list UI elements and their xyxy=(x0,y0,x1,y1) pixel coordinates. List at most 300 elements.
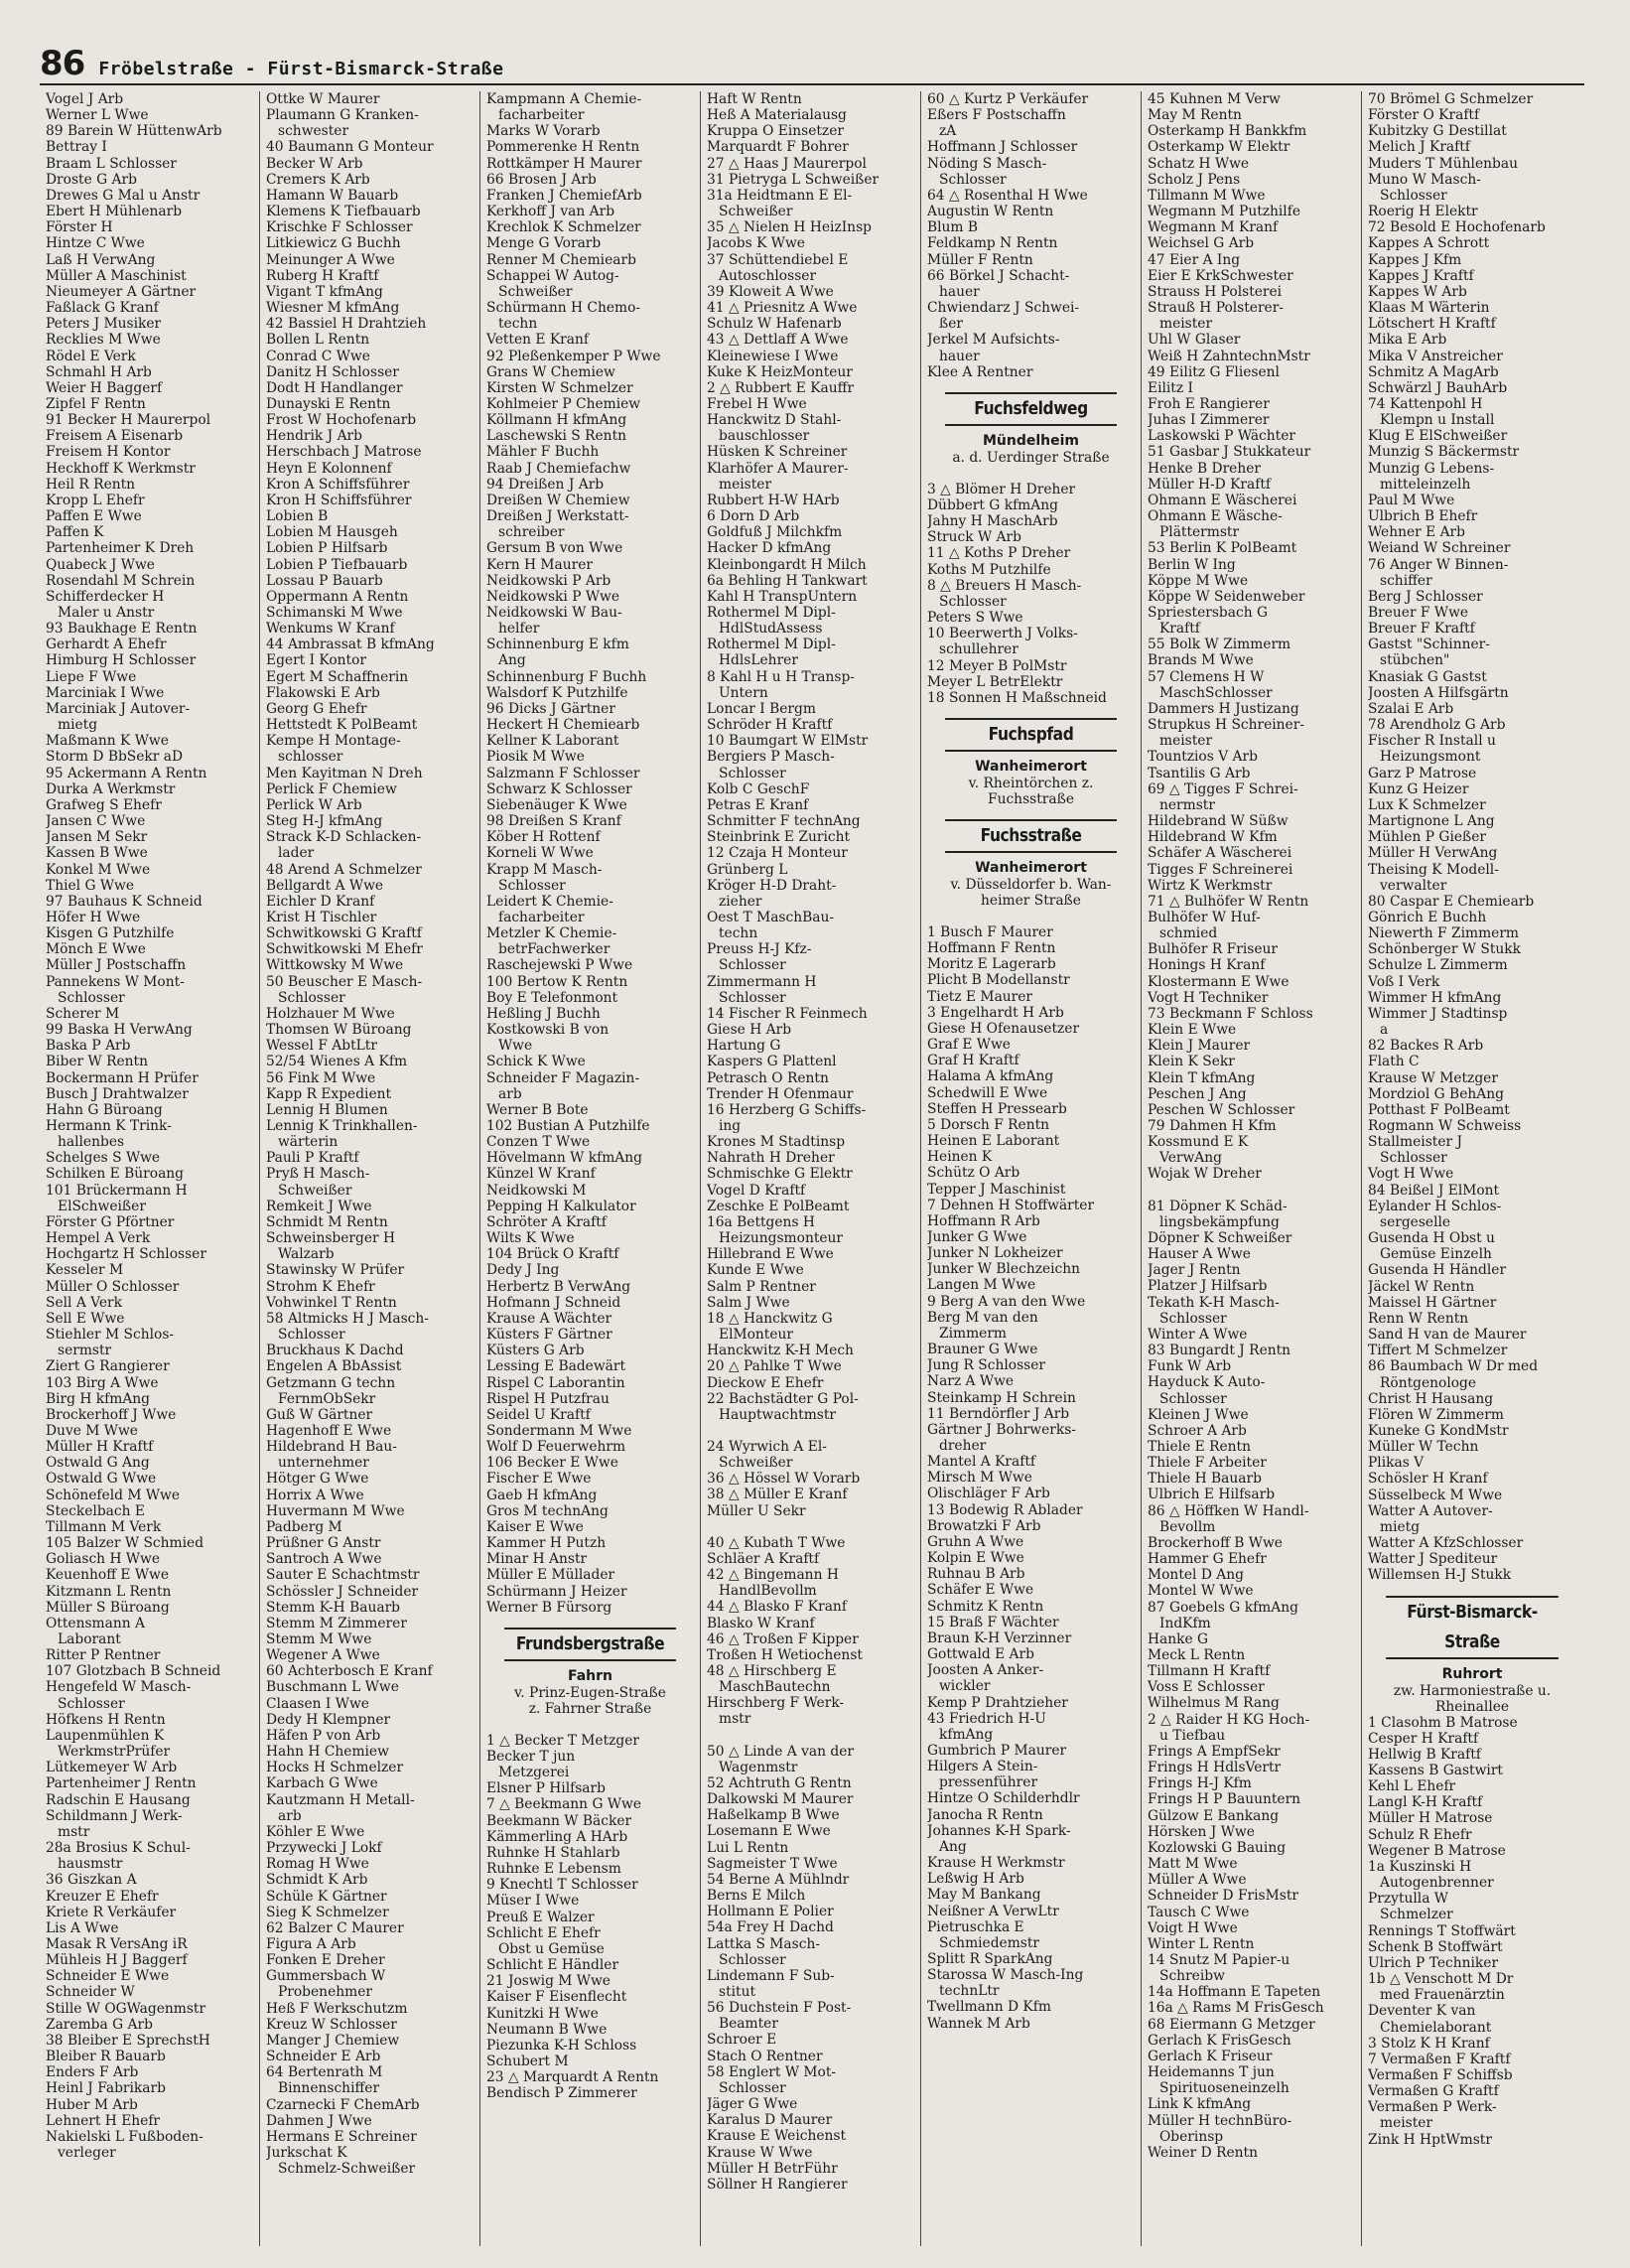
resident-entry: Munzig S Bäckermstr xyxy=(1368,444,1520,461)
resident-entry: Schürmann J Heizer xyxy=(486,1583,627,1600)
resident-entry: Meyer L BetrElektr xyxy=(927,673,1063,690)
entry-continuation: dreher xyxy=(939,1438,987,1454)
resident-entry: 50 △ Linde A van der xyxy=(707,1743,855,1760)
entry-continuation: Schmelz-Schweißer xyxy=(278,2161,416,2178)
resident-entry: Berg J Schlosser xyxy=(1368,588,1483,605)
resident-entry: Krause W Metzger xyxy=(1368,1069,1498,1086)
resident-entry: Herschbach J Matrose xyxy=(266,444,422,461)
resident-entry: Hartung G xyxy=(707,1038,781,1055)
resident-entry: Hoffmann R Arb xyxy=(927,1212,1040,1229)
resident-entry: 16a Bettgens H xyxy=(707,1213,815,1230)
resident-entry: Bettray I xyxy=(46,139,107,156)
resident-entry: 42 △ Bingemann H xyxy=(707,1567,839,1584)
resident-entry: Wegener A Wwe xyxy=(266,1647,380,1664)
resident-entry: Gastst "Schinner- xyxy=(1368,637,1490,653)
resident-entry: 95 Ackermann A Rentn xyxy=(46,765,207,781)
resident-entry: Dübbert G kfmAng xyxy=(927,496,1058,513)
resident-entry: Plicht B Modellanstr xyxy=(927,972,1070,989)
resident-entry: Stemm M Wwe xyxy=(266,1631,372,1647)
resident-entry: Heckhoff K Werkmstr xyxy=(46,460,196,477)
resident-entry: 84 Beißel J ElMont xyxy=(1368,1182,1500,1199)
resident-entry: Wimmer J Stadtinsp xyxy=(1368,1005,1508,1022)
resident-entry: 56 Duchstein F Post- xyxy=(707,2000,852,2017)
resident-entry: 94 Dreißen J Arb xyxy=(486,476,605,493)
resident-entry: Schifferdecker H xyxy=(46,588,165,605)
resident-entry: 51 Gasbar J Stukkateur xyxy=(1148,444,1311,461)
resident-entry: Bollen L Rentn xyxy=(266,332,370,349)
resident-entry: Heinl J Fabrikarb xyxy=(46,2080,166,2097)
resident-entry: Wimmer H kfmAng xyxy=(1368,989,1502,1006)
resident-entry: Krause E Weichenst xyxy=(707,2128,847,2145)
entry-continuation: helfer xyxy=(498,621,540,638)
resident-entry: Sell A Verk xyxy=(46,1294,122,1311)
resident-entry: Klostermann E Wwe xyxy=(1148,973,1290,990)
resident-entry: Junker N Lokheizer xyxy=(927,1245,1063,1262)
entry-continuation: Schlosser xyxy=(719,989,786,1006)
resident-entry: Schmischke G Elektr xyxy=(707,1166,853,1183)
resident-entry: Hanke G xyxy=(1148,1630,1209,1647)
resident-entry: Kropp L Ehefr xyxy=(46,492,145,508)
resident-entry: Jansen M Sekr xyxy=(46,829,148,846)
resident-entry: Nakielski L Fußboden- xyxy=(46,2128,204,2145)
entry-continuation: IndKfm xyxy=(1159,1615,1211,1631)
resident-entry: Hammer G Ehefr xyxy=(1148,1551,1267,1568)
resident-entry: 11 △ Koths P Dreher xyxy=(927,545,1071,562)
resident-entry: Dodt H Handlanger xyxy=(266,379,403,396)
resident-entry: Leßwig H Arb xyxy=(927,1871,1024,1888)
resident-entry: Perlick F Chemiew xyxy=(266,780,397,797)
resident-entry: Osterkamp W Elektr xyxy=(1148,139,1290,156)
resident-entry: Schlicht E Ehefr xyxy=(486,1924,601,1941)
resident-entry: Sieg K Schmelzer xyxy=(266,1904,389,1920)
entry-continuation: schiffer xyxy=(1380,572,1432,589)
resident-entry: Laskowski P Wächter xyxy=(1148,428,1295,445)
street-heading: Frundsbergstraße xyxy=(504,1628,676,1661)
resident-entry: Heinen E Laborant xyxy=(927,1133,1060,1150)
resident-entry: Bockermann H Prüfer xyxy=(46,1069,199,1086)
resident-entry: Zink H HptWmstr xyxy=(1368,2131,1492,2148)
resident-entry: Neumann B Wwe xyxy=(486,2021,608,2038)
resident-entry: Hauser A Wwe xyxy=(1148,1246,1251,1263)
entry-continuation: Schlosser xyxy=(719,1951,786,1968)
resident-entry: Voigt H Wwe xyxy=(1148,1919,1238,1936)
resident-entry: Höfer H Wwe xyxy=(46,909,141,925)
resident-entry: Langen M Wwe xyxy=(927,1277,1036,1294)
resident-entry: Marks W Vorarb xyxy=(486,123,601,140)
resident-entry: 45 Kuhnen M Verw xyxy=(1148,91,1281,107)
resident-entry: Funk W Arb xyxy=(1148,1358,1232,1375)
resident-entry: Gönrich E Buchh xyxy=(1368,909,1487,925)
resident-entry: Ottensmann A xyxy=(46,1615,145,1631)
resident-entry: Stemm K-H Bauarb xyxy=(266,1599,400,1616)
resident-entry: Kron H Schiffsführer xyxy=(266,492,412,508)
resident-entry: 54 Berne A Mühlndr xyxy=(707,1871,850,1888)
resident-entry: Neidkowski W Bau- xyxy=(486,605,622,621)
entry-continuation: med Frauenärztin xyxy=(1380,1987,1505,2004)
resident-entry: 97 Bauhaus K Schneid xyxy=(46,893,203,910)
resident-entry: Bergiers P Masch- xyxy=(707,749,835,766)
entry-continuation: ing xyxy=(719,1118,742,1134)
resident-entry: Jansen C Wwe xyxy=(46,813,146,830)
resident-entry: Pepping H Kalkulator xyxy=(486,1198,636,1214)
resident-entry: Minar H Anstr xyxy=(486,1551,588,1568)
resident-entry: Freisem H Kontor xyxy=(46,444,171,461)
resident-entry: Weichsel G Arb xyxy=(1148,235,1255,252)
resident-entry: Johannes K-H Spark- xyxy=(927,1822,1071,1839)
resident-entry: Stallmeister J xyxy=(1368,1134,1463,1151)
resident-entry: Kellner K Laborant xyxy=(486,733,619,750)
resident-entry: Vermaßen G Kraftf xyxy=(1368,2083,1499,2100)
resident-entry: Hocks H Schmelzer xyxy=(266,1760,404,1776)
resident-entry: Preuß E Walzer xyxy=(486,1909,595,1925)
resident-entry: Kammer H Putzh xyxy=(486,1535,607,1552)
resident-entry: Joosten A Hilfsgärtn xyxy=(1368,684,1509,701)
entry-continuation: unternehmer xyxy=(278,1455,369,1472)
resident-entry: 10 Beerwerth J Volks- xyxy=(927,626,1078,642)
resident-entry: Scholz J Pens xyxy=(1148,171,1241,188)
resident-entry: Strohm K Ehefr xyxy=(266,1278,375,1295)
entry-continuation: Schlosser xyxy=(1159,1390,1227,1407)
resident-entry: Paffen K xyxy=(46,524,104,541)
entry-continuation: Maler u Anstr xyxy=(58,605,155,621)
resident-entry: Jerkel M Aufsichts- xyxy=(927,332,1060,349)
resident-entry: Flören W Zimmerm xyxy=(1368,1406,1504,1423)
resident-entry: Ulbrich E Hilfsarb xyxy=(1148,1487,1276,1503)
resident-entry: Drewes G Mal u Anstr xyxy=(46,187,201,204)
entry-continuation: Schweißer xyxy=(498,283,573,300)
resident-entry: Winter L Rentn xyxy=(1148,1935,1255,1952)
resident-entry: Biber W Rentn xyxy=(46,1054,148,1070)
resident-entry: Heinen K xyxy=(927,1149,993,1166)
resident-entry: Kisgen G Putzhilfe xyxy=(46,925,175,942)
entry-continuation: Schlosser xyxy=(498,877,566,894)
resident-entry: 6 Dorn D Arb xyxy=(707,508,800,525)
resident-entry: 14 Snutz M Papier-u xyxy=(1148,1951,1290,1968)
resident-entry: Schinnenburg F Buchh xyxy=(486,668,647,685)
resident-entry: Muders T Mühlenbau xyxy=(1368,155,1518,172)
resident-entry: Starossa W Masch-Ing xyxy=(927,1967,1084,1984)
resident-entry: Thomsen W Büroang xyxy=(266,1022,412,1039)
resident-entry: Men Kayitman N Dreh xyxy=(266,765,423,781)
resident-entry: 86 △ Höffken W Handl- xyxy=(1148,1502,1309,1519)
resident-entry: Schwitkowski M Ehefr xyxy=(266,941,423,958)
resident-entry: Ulrich P Techniker xyxy=(1368,1954,1499,1971)
resident-entry: 5 Dorsch F Rentn xyxy=(927,1116,1050,1133)
resident-entry: Tigges F Schreinerei xyxy=(1148,861,1293,878)
resident-entry: Raschejewski P Wwe xyxy=(486,957,633,974)
resident-entry: Krist H Tischler xyxy=(266,909,377,925)
entry-continuation: nermstr xyxy=(1159,796,1215,813)
resident-entry: Eylander H Schlos- xyxy=(1368,1198,1502,1214)
entry-continuation: verleger xyxy=(58,2145,116,2161)
resident-entry: Werner B Bote xyxy=(486,1101,589,1118)
resident-entry: Schneider W xyxy=(46,1984,135,2001)
resident-entry: Wegmann M Putzhilfe xyxy=(1148,204,1300,220)
resident-entry: Klaas M Wärterin xyxy=(1368,300,1490,317)
resident-entry: Müller F Rentn xyxy=(927,251,1033,268)
resident-entry: Kohlmeier P Chemiew xyxy=(486,395,641,412)
entry-continuation: Schlosser xyxy=(939,171,1007,188)
resident-entry: Salm J Wwe xyxy=(707,1294,790,1311)
resident-entry: Storm D BbSekr aD xyxy=(46,749,184,766)
resident-entry: 78 Arendholz G Arb xyxy=(1368,717,1506,734)
resident-entry: Dammers H Justizang xyxy=(1148,700,1299,717)
resident-entry: Jung R Schlosser xyxy=(927,1357,1045,1374)
resident-entry: Krones M Stadtinsp xyxy=(707,1134,846,1151)
resident-entry: Hayduck K Auto- xyxy=(1148,1374,1266,1391)
entry-continuation: meister xyxy=(1380,2115,1433,2132)
entry-continuation: Chemielaborant xyxy=(1380,2019,1492,2036)
resident-entry: Kleinewiese I Wwe xyxy=(707,348,839,364)
resident-entry: Rispel H Putzfrau xyxy=(486,1390,610,1407)
resident-entry: Frost W Hochofenarb xyxy=(266,412,417,429)
resident-entry: Vogel J Arb xyxy=(46,91,124,107)
resident-entry: Loncar I Bergm xyxy=(707,700,816,717)
resident-entry: Schulz W Hafenarb xyxy=(707,316,842,333)
resident-entry: Hintze C Wwe xyxy=(46,235,145,252)
resident-entry: Hempel A Verk xyxy=(46,1230,151,1247)
resident-entry: Goliasch H Wwe xyxy=(46,1551,161,1568)
resident-entry: 86 Baumbach W Dr med xyxy=(1368,1358,1539,1375)
resident-entry: 14a Hoffmann E Tapeten xyxy=(1148,1984,1321,2001)
resident-entry: Söllner H Rangierer xyxy=(707,2176,848,2193)
resident-entry: Baska P Arb xyxy=(46,1038,131,1055)
resident-entry: Hagenhoff E Wwe xyxy=(266,1422,392,1439)
entry-continuation: arb xyxy=(498,1085,522,1102)
resident-entry: Höfkens H Rentn xyxy=(46,1711,166,1728)
resident-entry: 7 Dehnen H Stoffwärter xyxy=(927,1197,1095,1213)
entry-continuation: Metzgerei xyxy=(498,1765,570,1781)
resident-entry: Steinkamp H Schrein xyxy=(927,1389,1076,1406)
entry-continuation: Beamter xyxy=(719,2016,778,2033)
resident-entry: 81 Döpner K Schäd- xyxy=(1148,1198,1288,1214)
resident-entry: Vigant T kfmAng xyxy=(266,283,383,300)
resident-entry: Neidkowski P Wwe xyxy=(486,588,620,605)
resident-entry: Kreuzer E Ehefr xyxy=(46,1888,159,1905)
resident-entry: Holzhauer M Wwe xyxy=(266,1005,395,1022)
resident-entry: Junker W Blechzeichn xyxy=(927,1261,1081,1278)
resident-entry: Schmahl H Arb xyxy=(46,363,152,380)
resident-entry: Schulz R Ehefr xyxy=(1368,1826,1472,1843)
resident-entry: Korneli W Wwe xyxy=(486,845,594,862)
resident-entry: Giese H Ofenausetzer xyxy=(927,1020,1080,1037)
resident-entry: 69 △ Tigges F Schrei- xyxy=(1148,780,1298,797)
district-heading: Wanheimerort xyxy=(975,860,1087,876)
entry-continuation: Probenehmer xyxy=(278,1984,372,2001)
resident-entry: Häfen P von Arb xyxy=(266,1727,381,1744)
entry-continuation: FernmObSekr xyxy=(278,1390,376,1407)
resident-entry: 41 △ Priesnitz A Wwe xyxy=(707,300,858,317)
resident-entry: Dedy J Ing xyxy=(486,1262,560,1279)
resident-entry: Peschen J Ang xyxy=(1148,1085,1247,1102)
entry-continuation: Schlosser xyxy=(1380,1150,1447,1167)
resident-entry: Flath C xyxy=(1368,1054,1420,1070)
resident-entry: Czarnecki F ChemArb xyxy=(266,2096,420,2113)
resident-entry: Kolpin E Wwe xyxy=(927,1550,1024,1567)
resident-entry: Juhas I Zimmerer xyxy=(1148,412,1270,429)
resident-entry: Werner B Fürsorg xyxy=(486,1599,612,1616)
resident-entry: Stemm M Zimmerer xyxy=(266,1615,407,1631)
resident-entry: Getzmann G techn xyxy=(266,1374,396,1391)
resident-entry: Graf H Kraftf xyxy=(927,1053,1019,1069)
resident-entry: Braam L Schlosser xyxy=(46,155,177,172)
resident-entry: Becker W Arb xyxy=(266,155,363,172)
resident-entry: Hermans E Schreiner xyxy=(266,2128,417,2145)
entry-continuation: ElSchweißer xyxy=(58,1198,146,1214)
resident-entry: Tiffert M Schmelzer xyxy=(1368,1343,1508,1359)
resident-entry: Schäfer A Wäscherei xyxy=(1148,845,1292,862)
resident-entry: 70 Brömel G Schmelzer xyxy=(1368,91,1534,107)
resident-entry: Lobien P Hilfsarb xyxy=(266,540,388,557)
resident-entry: 92 Pleßenkemper P Wwe xyxy=(486,348,661,364)
resident-entry: 35 △ Nielen H HeizInsp xyxy=(707,219,872,236)
entry-continuation: wickler xyxy=(939,1678,991,1695)
resident-entry: Strauss H Polsterei xyxy=(1148,283,1283,300)
resident-entry: Uhl W Glaser xyxy=(1148,332,1241,349)
resident-entry: Stille W OGWagenmstr xyxy=(46,2000,206,2017)
resident-entry: Werner L Wwe xyxy=(46,107,149,124)
resident-entry: Müller H Matrose xyxy=(1368,1810,1493,1827)
resident-entry: Radschin E Hausang xyxy=(46,1791,191,1808)
resident-entry: Wittkowsky M Wwe xyxy=(266,957,404,974)
resident-entry: Walsdorf K Putzhilfe xyxy=(486,684,628,701)
resident-entry: Müller A Wwe xyxy=(1148,1872,1247,1889)
resident-entry: Sauter E Schachtmstr xyxy=(266,1567,420,1584)
resident-entry: Schulze L Zimmerm xyxy=(1368,957,1508,974)
resident-entry: Kesseler M xyxy=(46,1262,124,1279)
page-title: Fröbelstraße - Fürst-Bismarck-Straße xyxy=(98,59,504,79)
directory-columns xyxy=(40,91,1604,2246)
resident-entry: Dreißen J Werkstatt- xyxy=(486,508,629,525)
resident-entry: 3 Stolz K H Kranf xyxy=(1368,2035,1490,2052)
resident-entry: Chwiendarz J Schwei- xyxy=(927,300,1080,317)
entry-continuation: VerwAng xyxy=(1159,1150,1222,1167)
resident-entry: Fischer E Wwe xyxy=(486,1471,592,1488)
resident-entry: Schinnenburg E kfm xyxy=(486,637,629,653)
resident-entry: Tsantilis G Arb xyxy=(1148,765,1251,781)
resident-entry: 104 Brück O Kraftf xyxy=(486,1246,619,1263)
resident-entry: 14 Fischer R Feinmech xyxy=(707,1005,868,1022)
resident-entry: Weiand W Schreiner xyxy=(1368,540,1511,557)
resident-entry: Lehnert H Ehefr xyxy=(46,2112,161,2129)
resident-entry: 76 Anger W Binnen- xyxy=(1368,556,1509,573)
resident-entry: Förster H xyxy=(46,219,113,236)
resident-entry: Heckert H Chemiearb xyxy=(486,717,640,734)
resident-entry: Wolf D Feuerwehrm xyxy=(486,1439,626,1456)
resident-entry: Cremers K Arb xyxy=(266,171,370,188)
resident-entry: Schwärzl J BauhArb xyxy=(1368,379,1508,396)
entry-continuation: verwalter xyxy=(1380,877,1447,894)
entry-continuation: Plättermstr xyxy=(1159,524,1240,541)
resident-entry: Küsters G Arb xyxy=(486,1343,585,1359)
district-heading: Wanheimerort xyxy=(975,759,1087,775)
entry-continuation: meister xyxy=(1159,733,1213,750)
resident-entry: 100 Bertow K Rentn xyxy=(486,973,628,990)
resident-entry: Troßen H Wetiochenst xyxy=(707,1646,863,1663)
resident-entry: Kossmund E K xyxy=(1148,1134,1249,1151)
resident-entry: Rottkämper H Maurer xyxy=(486,155,642,172)
resident-entry: 2 △ Raider H KG Hoch- xyxy=(1148,1711,1310,1728)
resident-entry: Stiehler M Schlos- xyxy=(46,1327,175,1344)
resident-entry: Gottwald E Arb xyxy=(927,1646,1034,1663)
resident-entry: Piosik M Wwe xyxy=(486,749,585,766)
resident-entry: Köllmann H kfmAng xyxy=(486,412,627,429)
resident-entry: Gusenda H Obst u xyxy=(1368,1230,1495,1247)
resident-entry: Kriete R Verkäufer xyxy=(46,1904,177,1920)
entry-continuation: Klempn u Install xyxy=(1380,412,1495,429)
resident-entry: 37 Schüttendiebel E xyxy=(707,251,849,268)
resident-entry: 31a Heidtmann E El- xyxy=(707,187,853,204)
entry-continuation: HdlsLehrer xyxy=(719,652,798,669)
street-range-note: v. Düsseldorfer b. Wan- xyxy=(950,877,1112,893)
resident-entry: Watter J Spediteur xyxy=(1368,1551,1498,1568)
resident-entry: 7 △ Beekmann G Wwe xyxy=(486,1796,642,1813)
resident-entry: Mantel A Kraftf xyxy=(927,1454,1035,1471)
entry-continuation: mstr xyxy=(719,1711,751,1728)
resident-entry: Jacobs K Wwe xyxy=(707,235,805,252)
resident-entry: 60 Achterbosch E Kranf xyxy=(266,1663,433,1680)
resident-entry: Tietz E Maurer xyxy=(927,988,1033,1005)
resident-entry: Langl K-H Kraftf xyxy=(1368,1794,1483,1811)
resident-entry: Hildebrand W Süßw xyxy=(1148,813,1289,830)
resident-entry: Ostwald G Ang xyxy=(46,1455,150,1472)
resident-entry: 1a Kuszinski H xyxy=(1368,1858,1472,1875)
resident-entry: Hildebrand W Kfm xyxy=(1148,829,1278,846)
entry-continuation: meister xyxy=(719,476,772,493)
resident-entry: Marciniak J Autover- xyxy=(46,700,191,717)
resident-entry: Heß F Werkschutzm xyxy=(266,2000,408,2017)
resident-entry: 48 △ Hirschberg E xyxy=(707,1663,837,1679)
resident-entry: Blum B xyxy=(927,219,979,236)
resident-entry: Schneider E Arb xyxy=(266,2049,381,2065)
entry-continuation: sermstr xyxy=(58,1343,112,1359)
resident-entry: Köber H Rottenf xyxy=(486,829,601,846)
resident-entry: Wilts K Wwe xyxy=(486,1230,575,1247)
resident-entry: Wannek M Arb xyxy=(927,2015,1030,2032)
resident-entry: Klein E Wwe xyxy=(1148,1022,1237,1039)
resident-entry: Kunz G Heizer xyxy=(1368,780,1469,797)
resident-entry: Montel D Ang xyxy=(1148,1567,1244,1584)
entry-continuation: Schlosser xyxy=(719,765,786,781)
entry-continuation: Schlosser xyxy=(719,2079,786,2096)
resident-entry: Jahny H MaschArb xyxy=(927,513,1058,530)
resident-entry: Hörsken J Wwe xyxy=(1148,1823,1255,1840)
resident-entry: Laupenmühlen K xyxy=(46,1727,165,1744)
resident-entry: Hengefeld W Masch- xyxy=(46,1679,192,1696)
resident-entry: Müller A Maschinist xyxy=(46,267,187,284)
resident-entry: 9 Berg A van den Wwe xyxy=(927,1293,1086,1310)
resident-entry: Feldkamp N Rentn xyxy=(927,235,1058,252)
spacer xyxy=(927,466,1135,482)
resident-entry: Niewerth F Zimmerm xyxy=(1368,925,1520,942)
resident-entry: Wirtz K Werkmstr xyxy=(1148,877,1273,894)
entry-continuation: schmied xyxy=(1159,925,1218,942)
resident-entry: Ruhnke H Stahlarb xyxy=(486,1844,620,1861)
resident-entry: Mähler F Buchh xyxy=(486,444,600,461)
entry-continuation: Spirituoseneinzelh xyxy=(1159,2080,1290,2097)
resident-entry: Marciniak I Wwe xyxy=(46,684,165,701)
resident-entry: Karalus D Maurer xyxy=(707,2112,833,2129)
resident-entry: Lütkemeyer W Arb xyxy=(46,1760,178,1776)
resident-entry: Schmitz K Rentn xyxy=(927,1598,1044,1615)
entry-continuation: WerkmstrPrüfer xyxy=(58,1744,171,1761)
resident-entry: Lobien P Tiefbauarb xyxy=(266,556,408,573)
resident-entry: Quabeck J Wwe xyxy=(46,556,155,573)
spacer xyxy=(707,1519,914,1535)
resident-entry: Schroer E xyxy=(707,2032,777,2049)
resident-entry: Wojak W Dreher xyxy=(1148,1166,1262,1183)
resident-entry: Heil R Rentn xyxy=(46,476,136,493)
